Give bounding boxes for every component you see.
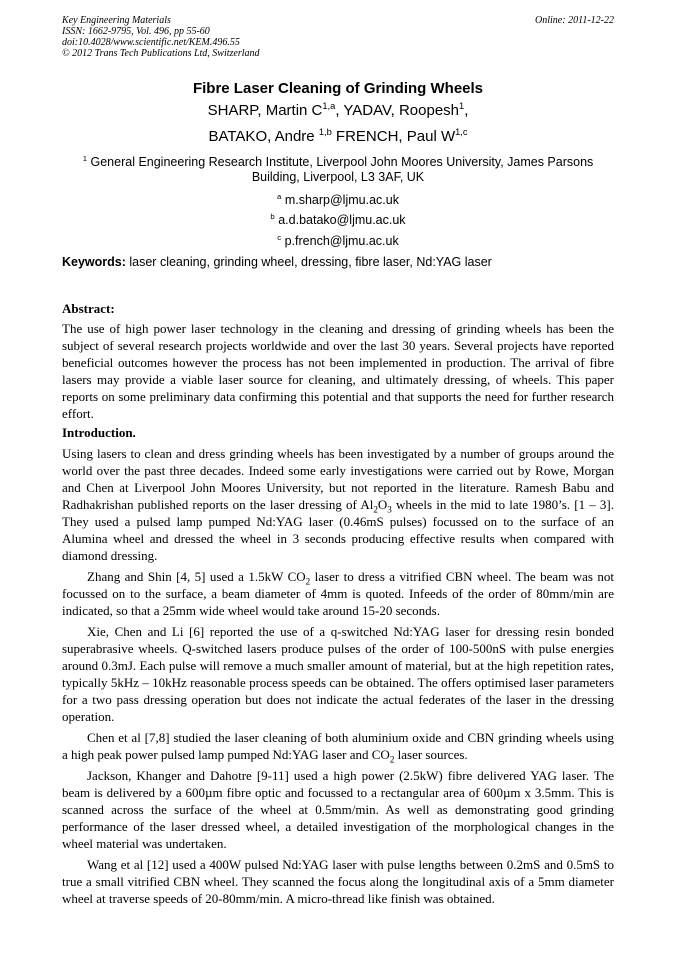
author-sup: 1 xyxy=(459,101,465,111)
affiliation-line-1: $^1$ General Engineering Research Institute, Liverpool John Moores University, James Parsons xyxy=(82,153,594,169)
journal-name: Key Engineering Materials xyxy=(62,15,171,26)
abstract-text: The use of high power laser technology in the cleaning and dressing of grinding wheels has been the subject of several research projects worldwide and over the last 30 years. Several projects have reported beneficial outcomes however the process has not been implemented in production. The arrival of fibre lasers may provide a viable laser source for cleaning, and ultimately dressing, of wheels. This paper reports on some preliminary data confirming this potential and that supports the need for further research effort. xyxy=(62,321,614,421)
affiliation xyxy=(62,155,614,185)
author-name: BATAKO, Andre xyxy=(208,128,319,145)
introduction-section xyxy=(62,424,614,907)
keywords-text: laser cleaning, grinding wheel, dressing, fibre laser, Nd:YAG laser xyxy=(125,255,492,269)
issn-line: ISSN: 1662-9795, Vol. 496, pp 55-60 xyxy=(62,26,210,37)
introduction-heading: Introduction. xyxy=(62,425,136,440)
online-date: Online: 2011-12-22 xyxy=(535,15,614,26)
intro-paragraph-4: Chen et al [7,8] studied the laser cleaning of both aluminium oxide and CBN grinding wheels using a high peak power pulsed lamp pumped Nd:YAG laser and $CO_2$ laser sources. xyxy=(62,730,614,765)
author-name: SHARP, Martin C xyxy=(207,102,323,119)
author-sup: 1,c xyxy=(455,127,468,137)
author-sup: 1,a xyxy=(322,101,336,111)
intro-paragraph-6: Wang et al [12] used a 400W pulsed Nd:YAG laser with pulse lengths between 0.2mS and 0.5mS to true a small vitrified CBN wheel. They scanned the focus along the longitudinal axis of a 5mm diameter wheel at traverse speeds of 20-80mm/min. A micro-thread like finish was obtained. xyxy=(62,857,614,906)
abstract-section xyxy=(62,300,614,422)
author-separator: , xyxy=(464,102,469,119)
affiliation-line-2: Building, Liverpool, L3 3AF, UK xyxy=(251,170,425,184)
email-a xyxy=(62,193,614,208)
copyright-line: © 2012 Trans Tech Publications Ltd, Switzerland xyxy=(62,48,260,59)
email-marker: c xyxy=(277,232,282,242)
keywords-label: Keywords: xyxy=(62,255,126,269)
author-name: FRENCH, Paul W xyxy=(331,128,456,145)
author-sup: 1,b xyxy=(318,127,332,137)
email-b xyxy=(62,213,614,228)
email-marker: a xyxy=(277,191,282,201)
affiliation-marker: 1 xyxy=(82,153,88,163)
email-address: m.sharp@ljmu.ac.uk xyxy=(284,193,399,207)
intro-paragraph-2: Zhang and Shin [4, 5] used a 1.5kW $CO_2$ laser to dress a vitrified CBN wheel. The beam was not focussed on to the surface, a beam diameter of 4mm is quoted. Infeeds of the order of 80mm/min are indicated, so that a 25mm wide wheel would take around 15-20 seconds. xyxy=(62,569,614,618)
email-address: a.d.batako@ljmu.ac.uk xyxy=(278,213,406,227)
authors-line-2 xyxy=(62,127,614,147)
journal-header xyxy=(62,15,260,59)
intro-paragraph-1: Using lasers to clean and dress grinding wheels has been investigated by a number of groups around the world over the past three decades. Indeed some early investigations were carried out by Rowe, Morgan and Chen at Liverpool John Moores University, but not reported in the literature. Ramesh Babu and Radhakrishan published reports on the laser dressing of $Al_2O_3$ wheels in the mid to late 1980’s. [1 – 3]. They used a pulsed lamp pumped Nd:YAG laser (0.46mS pulses) focussed on to the surface of an Alumina wheel and dressed the wheel in 3 seconds producing effective results when compared with diamond dressing. xyxy=(62,446,614,563)
paper-title: Fibre Laser Cleaning of Grinding Wheels xyxy=(192,80,484,97)
email-marker: b xyxy=(270,211,275,221)
authors-line-1 xyxy=(62,101,614,121)
email-c xyxy=(62,234,614,249)
author-name: , YADAV, Roopesh xyxy=(335,102,460,119)
email-address: p.french@ljmu.ac.uk xyxy=(284,234,399,248)
doi-line: doi:10.4028/www.scientific.net/KEM.496.55 xyxy=(62,37,240,48)
abstract-heading: Abstract: xyxy=(62,301,115,316)
keywords xyxy=(62,255,614,270)
intro-paragraph-5: Jackson, Khanger and Dahotre [9-11] used a high power (2.5kW) fibre delivered YAG laser. The beam is delivered by a 600µm fibre optic and focussed to a rectangular area of 600µm x 3.5mm. This is scanned across the surface of the wheel at 0.5mm/min. As well as demonstrating good grinding performance of the laser dressed wheel, a detailed investigation of the morphological changes in the wheel material was undertaken. xyxy=(62,768,614,851)
intro-paragraph-3: Xie, Chen and Li [6] reported the use of a q-switched Nd:YAG laser for dressing resin bonded superabrasive wheels. Q-switched lasers produce pulses of the order of 100-500nS with pulse energies around 0.3mJ. Each pulse will remove a much smaller amount of material, but at the high repetition rates, typically 5kHz – 10kHz reasonable process speeds can be obtained. The offers optimised laser parameters for a two pass dressing operation but does not indicate the actual federates of the laser in the dressing operation. xyxy=(62,624,614,724)
